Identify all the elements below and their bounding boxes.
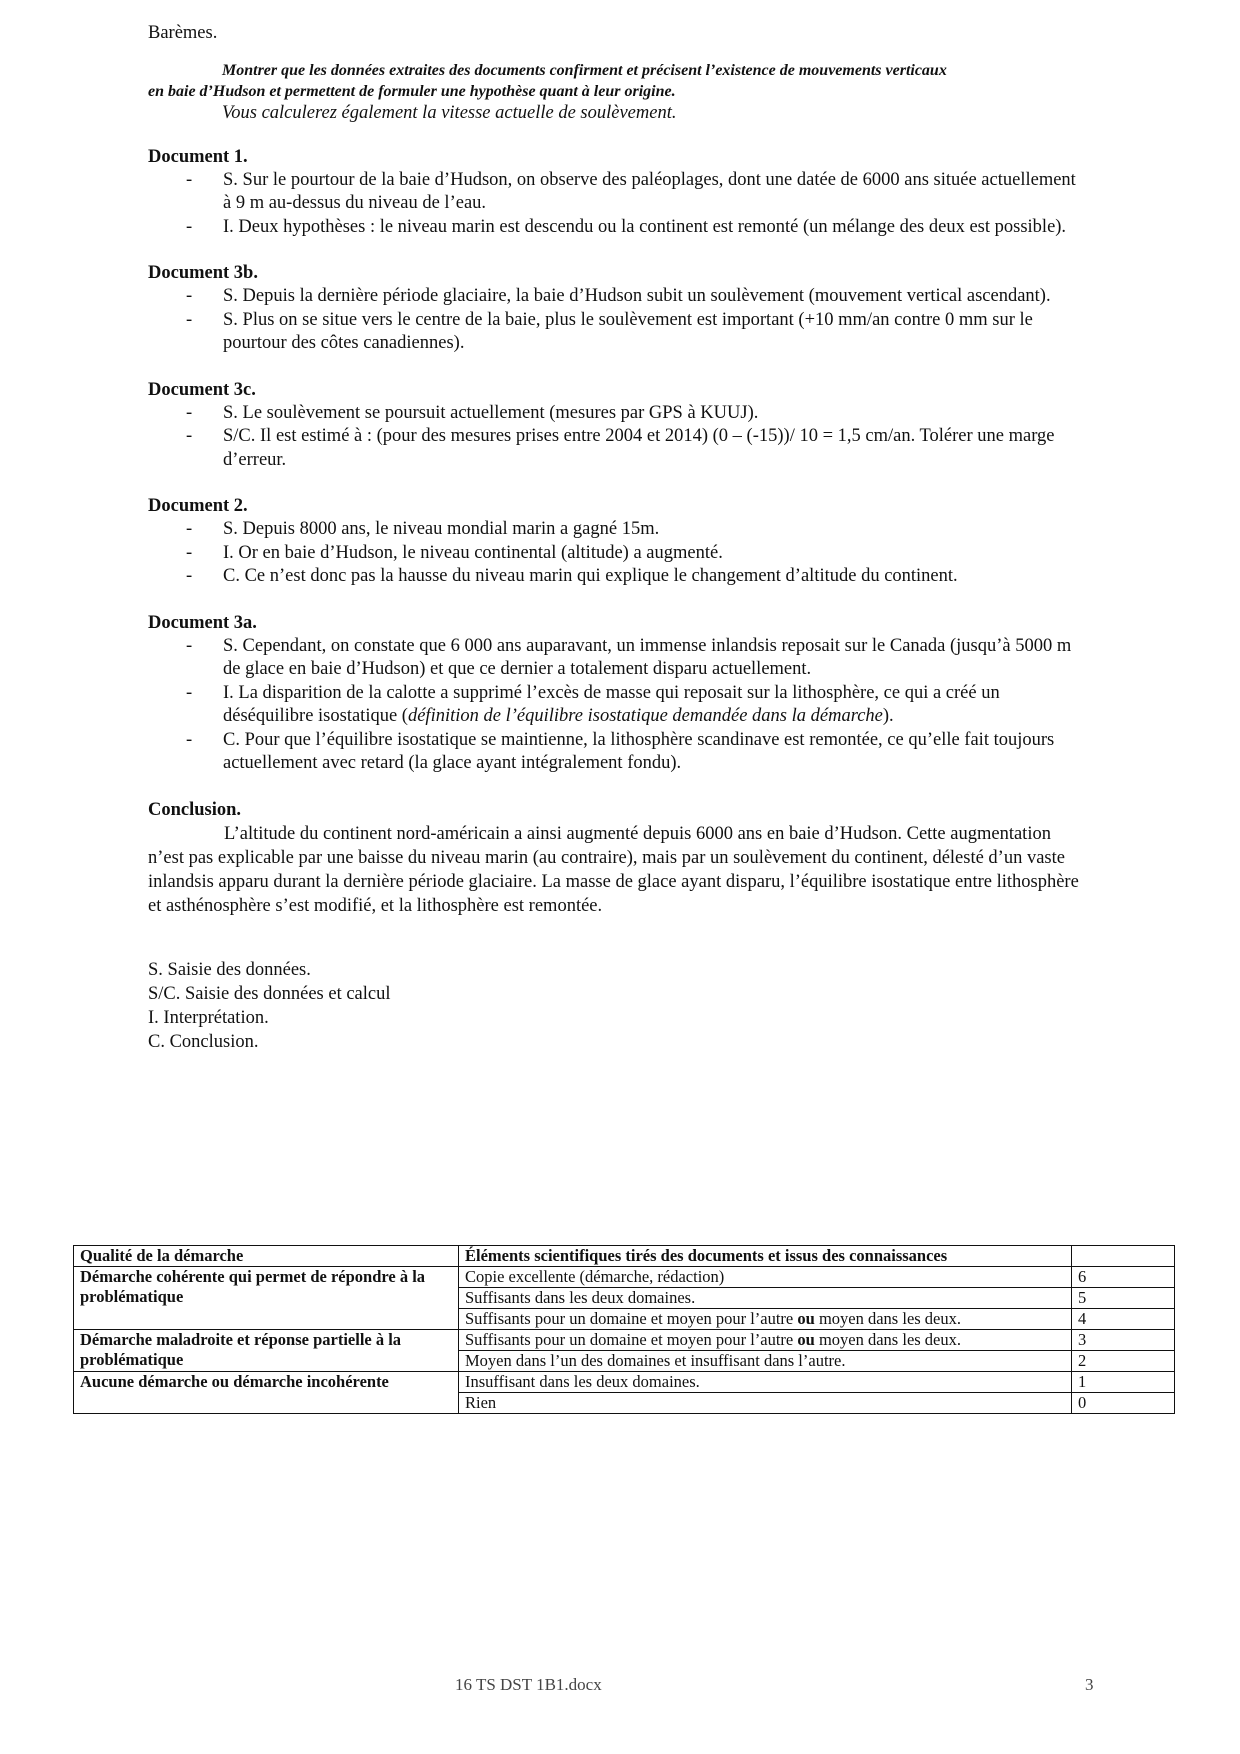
document-2-section — [148, 495, 1088, 589]
list-item-text: I. Or en baie d’Hudson, le niveau continental (altitude) a augmenté. — [223, 542, 723, 563]
document-1-section — [148, 146, 1088, 240]
dash-bullet: - — [186, 426, 193, 446]
list-item-text-end: ). — [882, 706, 894, 726]
document-heading: Document 3b. — [148, 263, 258, 283]
list-item — [148, 309, 1088, 356]
cell-text: Suffisants pour un domaine et moyen pour l’autre — [465, 1309, 798, 1328]
legend — [148, 958, 1088, 1054]
grading-table — [73, 1245, 1175, 1414]
list-item — [148, 518, 1088, 542]
document-3c-section — [148, 379, 1088, 473]
list-item — [148, 542, 1088, 566]
list-item — [148, 425, 1088, 472]
document-heading: Document 2. — [148, 496, 248, 516]
consigne-line2: en baie d’Hudson et permettent de formuler une hypothèse quant à leur origine. — [148, 82, 676, 100]
table-group-cell: Démarche cohérente qui permet de répondre à la problématique — [74, 1267, 459, 1330]
table-note-cell: 0 — [1072, 1393, 1175, 1414]
dash-bullet: - — [186, 542, 193, 563]
list-item — [148, 285, 1088, 309]
table-note-cell: 1 — [1072, 1372, 1175, 1393]
list-item-text: S. Depuis la dernière période glaciaire, la baie d’Hudson subit un soulèvement (mouvement vertical ascendant). — [223, 286, 1051, 306]
table-header-cell: Qualité de la démarche — [74, 1246, 459, 1267]
list-item — [148, 635, 1088, 682]
table-cell: Rien — [459, 1393, 1072, 1414]
table-row — [74, 1330, 1175, 1351]
list-item — [148, 169, 1088, 216]
legend-item: S. Saisie des données. — [148, 959, 311, 980]
list-item-text: S. Sur le pourtour de la baie d’Hudson, on observe des paléoplages, dont une datée de 6000 ans située actuellement à 9 m au-dessus du niveau de l’eau. — [223, 169, 1076, 213]
table-cell: Copie excellente (démarche, rédaction) — [459, 1267, 1072, 1288]
list-item — [148, 729, 1088, 776]
list-item-text: S. Plus on se situe vers le centre de la baie, plus le soulèvement est important (+10 mm/an contre 0 mm sur le pourtour des côtes canadiennes). — [223, 309, 1033, 353]
dash-bullet: - — [186, 635, 193, 656]
cell-bold-text: ou — [797, 1330, 815, 1349]
cell-text: moyen dans les deux. — [814, 1330, 962, 1349]
cell-text: Suffisants pour un domaine et moyen pour l’autre — [465, 1330, 798, 1349]
document-heading: Document 1. — [148, 146, 248, 167]
consigne-line1: Montrer que les données extraites des documents confirment et précisent l’existence de mouvements verticaux — [222, 61, 947, 79]
document-3a-section — [148, 612, 1088, 776]
list-item-text: C. Ce n’est donc pas la hausse du niveau marin qui explique le changement d’altitude du continent. — [223, 566, 958, 586]
table-header-cell — [1072, 1246, 1175, 1267]
dash-bullet: - — [186, 309, 193, 330]
consigne-line3: Vous calculerez également la vitesse actuelle de soulèvement. — [222, 102, 677, 123]
footer-filename: 16 TS DST 1B1.docx — [455, 1675, 602, 1694]
table-note-cell: 6 — [1072, 1267, 1175, 1288]
cell-text: moyen dans les deux. — [814, 1309, 962, 1328]
list-item — [148, 565, 1088, 589]
cell-bold-text: ou — [797, 1309, 815, 1328]
dash-bullet: - — [186, 682, 193, 703]
dash-bullet: - — [186, 402, 193, 423]
dash-bullet: - — [186, 169, 193, 190]
page-content — [148, 22, 1088, 1054]
legend-item: C. Conclusion. — [148, 1031, 259, 1052]
list-item-text: S. Cependant, on constate que 6 000 ans auparavant, un immense inlandsis reposait sur le Canada (jusqu’à 5000 m de glace en baie d’Hudson) et que ce dernier a totalement disparu actuellement. — [223, 635, 1072, 679]
list-item-text: I. La disparition de la calotte a supprimé l’excès de masse qui reposait sur la lithosphère, ce qui a créé un déséquilibre isostatique ( — [223, 682, 1000, 726]
page-title: Barèmes. — [148, 23, 218, 43]
dash-bullet: - — [186, 519, 193, 539]
table-note-cell: 4 — [1072, 1309, 1175, 1330]
legend-item: S/C. Saisie des données et calcul — [148, 983, 391, 1004]
list-item-text: S. Le soulèvement se poursuit actuellement (mesures par GPS à KUUJ). — [223, 402, 759, 423]
list-item — [148, 682, 1088, 729]
dash-bullet: - — [186, 729, 193, 750]
table-note-cell: 3 — [1072, 1330, 1175, 1351]
list-item-text: C. Pour que l’équilibre isostatique se maintienne, la lithosphère scandinave est remontée, ce qu’elle fait toujours actuellement avec retard (la glace ayant intégralement fondu). — [223, 729, 1055, 773]
legend-item: I. Interprétation. — [148, 1007, 269, 1028]
dash-bullet: - — [186, 286, 193, 306]
list-item-text: S/C. Il est estimé à : (pour des mesures prises entre 2004 et 2014) (0 – (-15))/ 10 = 1,5 cm/an. Tolérer une marge d’erreur. — [223, 426, 1055, 470]
table-cell: Insuffisant dans les deux domaines. — [459, 1372, 1072, 1393]
page-number: 3 — [1085, 1675, 1094, 1694]
document-3b-section — [148, 262, 1088, 356]
table-note-cell: 2 — [1072, 1351, 1175, 1372]
conclusion-text: L’altitude du continent nord-américain a ainsi augmenté depuis 6000 ans en baie d’Hudson. Cette augmentation n’est pas explicable par une baisse du niveau marin (au contraire), mais par un soulèvement du continent, délesté d’un vaste inlandsis apparu durant la dernière période glaciaire. La masse de glace ayant disparu, l’équilibre isostatique entre lithosphère et asthénosphère s’est modifié, et la lithosphère est remontée. — [148, 823, 1079, 916]
table-note-cell: 5 — [1072, 1288, 1175, 1309]
table-header-cell: Éléments scientifiques tirés des documents et issus des connaissances — [459, 1246, 1072, 1267]
table-group-cell: Démarche maladroite et réponse partielle à la problématique — [74, 1330, 459, 1372]
document-heading: Document 3c. — [148, 379, 256, 400]
conclusion-section — [148, 799, 1088, 918]
table-row — [74, 1267, 1175, 1288]
table-header-row — [74, 1246, 1175, 1267]
consigne-bold — [148, 60, 1088, 102]
list-item-text: I. Deux hypothèses : le niveau marin est descendu ou la continent est remonté (un mélange des deux est possible). — [223, 216, 1067, 237]
table-cell — [459, 1330, 1072, 1351]
table-cell: Suffisants dans les deux domaines. — [459, 1288, 1072, 1309]
table-cell — [459, 1309, 1072, 1330]
table-row — [74, 1372, 1175, 1393]
conclusion-heading: Conclusion. — [148, 799, 242, 820]
italic-note: définition de l’équilibre isostatique demandée dans la démarche — [407, 706, 883, 726]
list-item — [148, 216, 1088, 240]
document-heading: Document 3a. — [148, 612, 257, 633]
table-group-cell: Aucune démarche ou démarche incohérente — [74, 1372, 459, 1414]
dash-bullet: - — [186, 566, 193, 586]
dash-bullet: - — [186, 216, 193, 237]
list-item-text: S. Depuis 8000 ans, le niveau mondial marin a gagné 15m. — [223, 519, 660, 539]
list-item — [148, 402, 1088, 426]
table-cell: Moyen dans l’un des domaines et insuffisant dans l’autre. — [459, 1351, 1072, 1372]
